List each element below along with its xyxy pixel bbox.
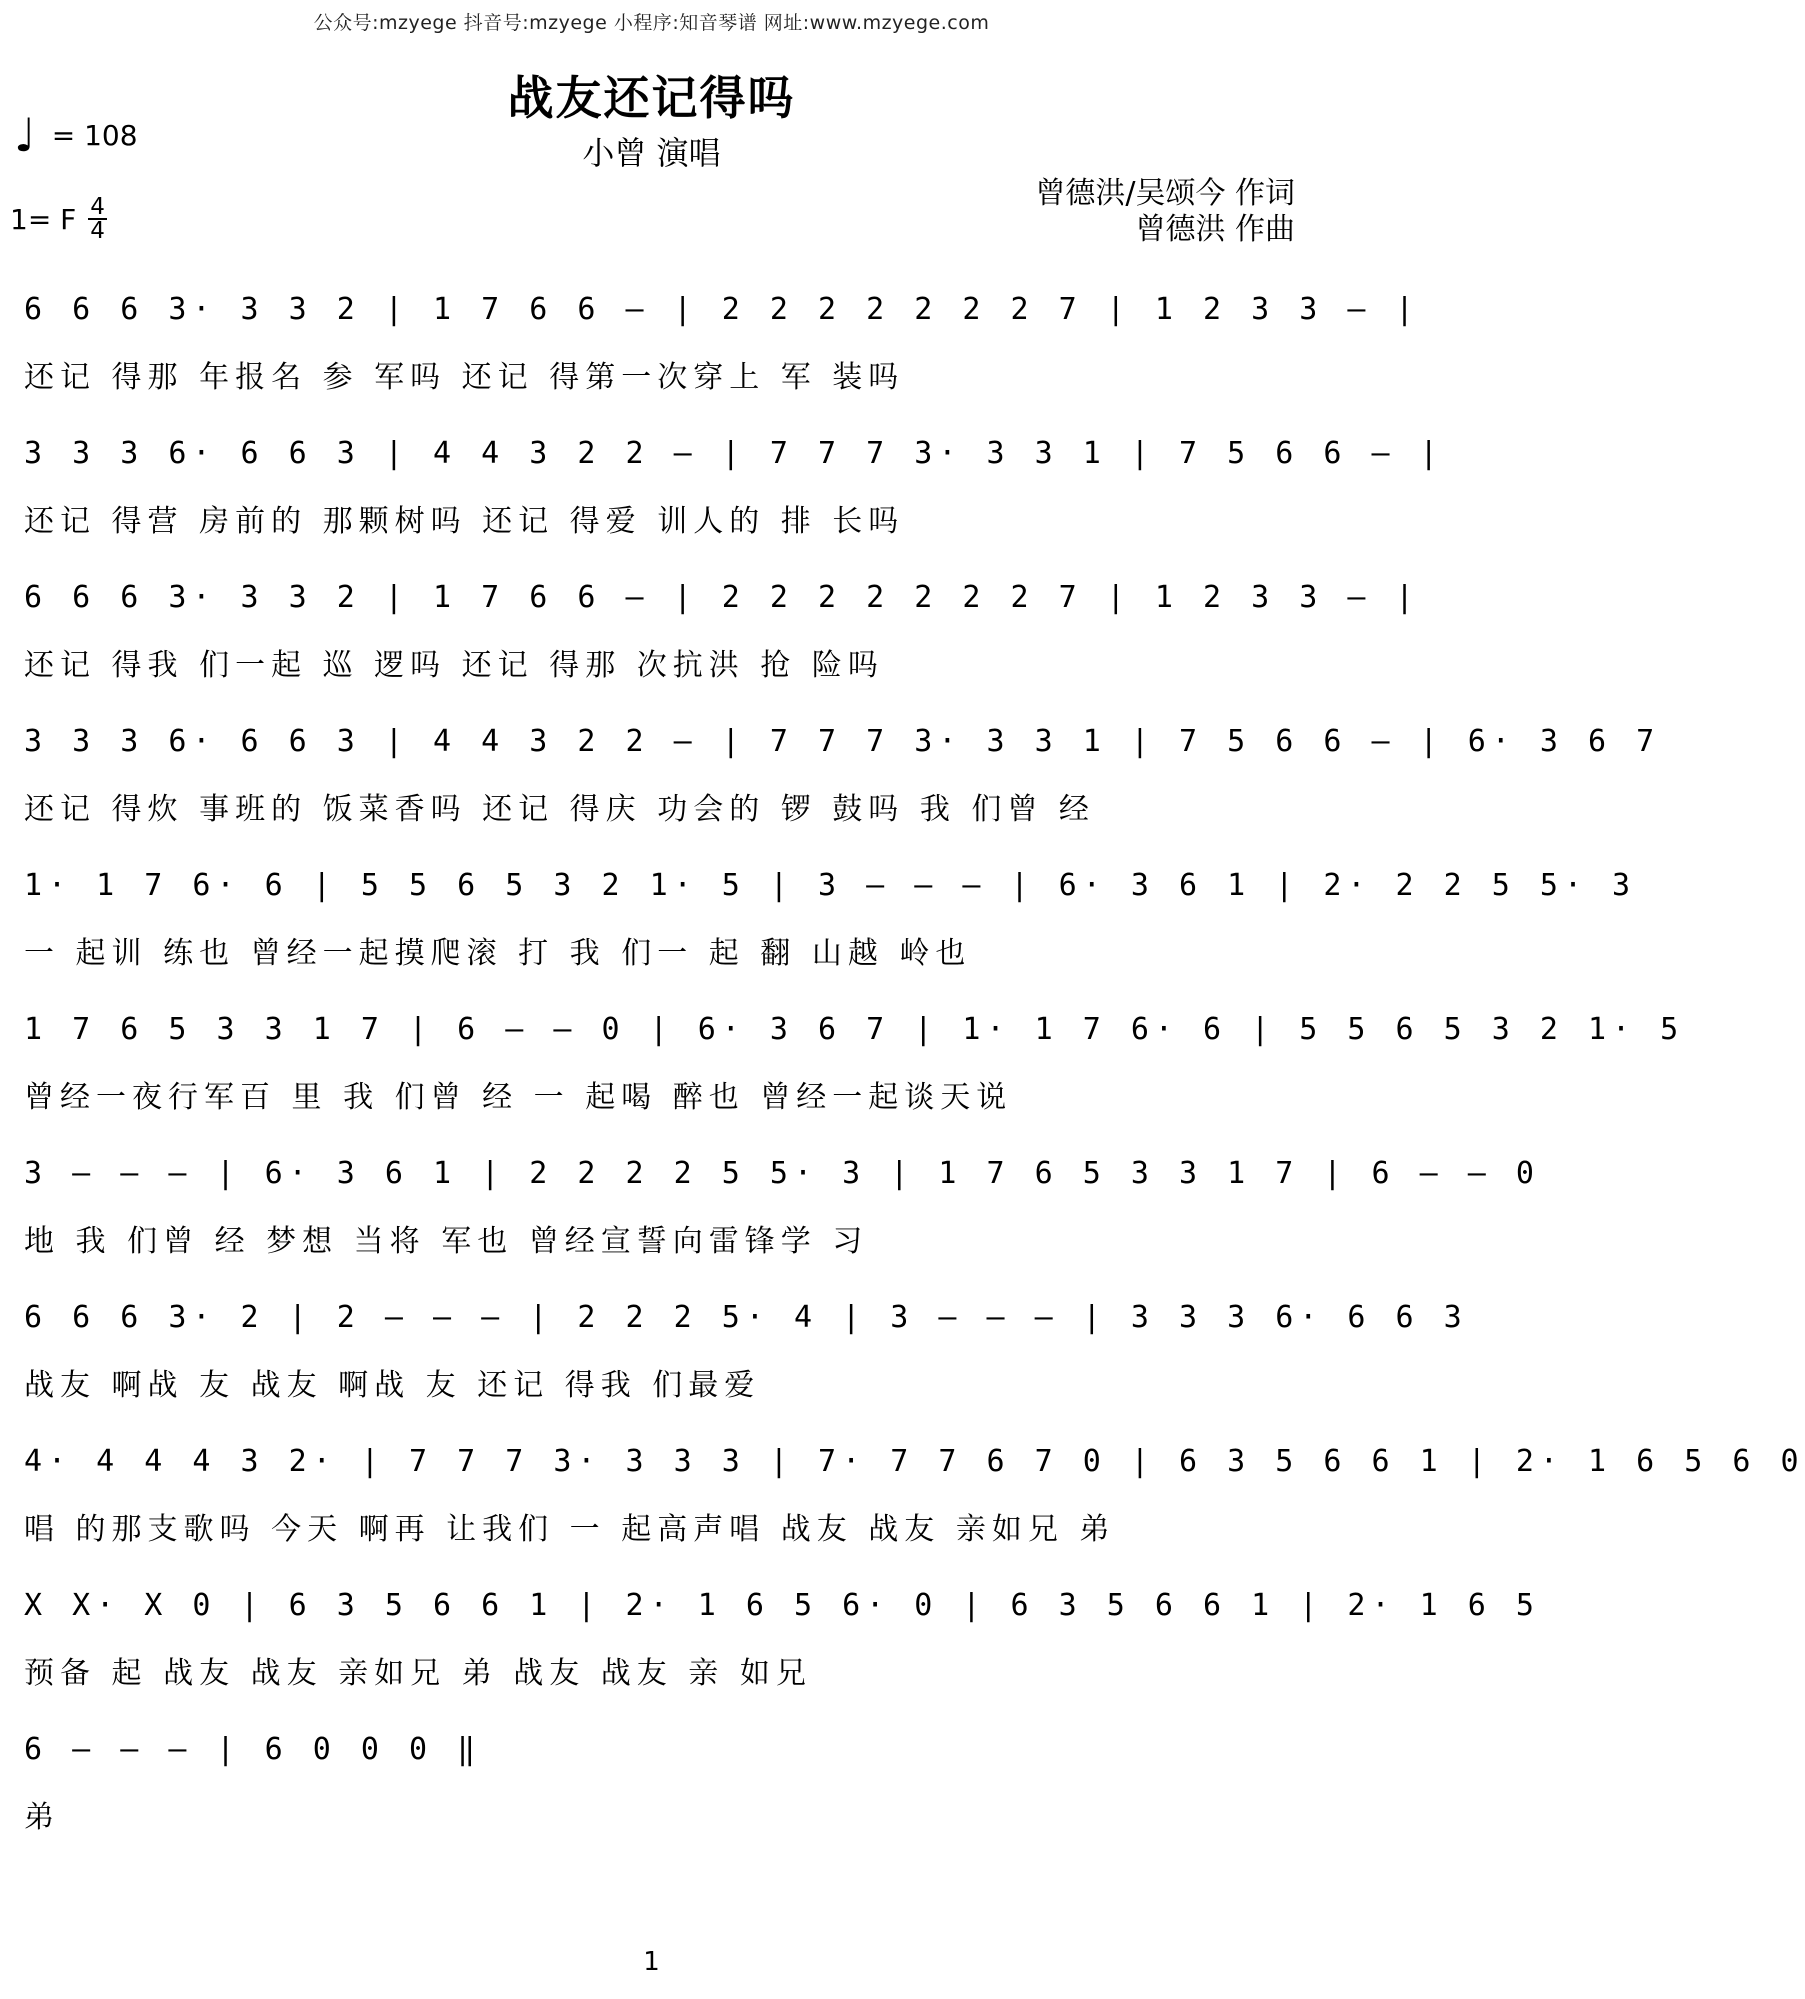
lyrics-line: 战友 啊战 友 战友 啊战 友 还记 得我 们最爱 <box>24 1368 761 1403</box>
lyrics-line: 预备 起 战友 战友 亲如兄 弟 战友 战友 亲 如兄 <box>24 1656 812 1691</box>
notation-line: 1 7 6 5 3 3 1 7 | 6 – – 0 | 6· 3 6 7 | 1· 1 7 6· 6 | 5 5 6 5 3 2 1· 5 <box>24 1012 1685 1047</box>
score-system <box>24 292 1420 396</box>
composer-credit: 曾德洪 作曲 <box>1135 212 1295 247</box>
score-system <box>24 868 1637 972</box>
score-system <box>24 1588 1540 1692</box>
tempo-value: = 108 <box>51 118 138 152</box>
key-label: 1= F <box>10 202 77 236</box>
source-header: 公众号:mzyege 抖音号:mzyege 小程序:知音琴谱 网址:www.mzyege.com <box>313 12 990 34</box>
score-system <box>24 580 1420 684</box>
notation-line: 6 – – – | 6 0 0 0 ‖ <box>24 1732 482 1767</box>
lyrics-line: 还记 得那 年报名 参 军吗 还记 得第一次穿上 军 装吗 <box>24 360 905 395</box>
quarter-note-icon: ♩ <box>14 108 36 162</box>
performer-line: 小曾 演唱 <box>582 134 721 172</box>
score-system <box>24 1300 1468 1404</box>
score-system <box>24 1444 1805 1548</box>
lyrics-line: 一 起训 练也 曾经一起摸爬滚 打 我 们一 起 翻 山越 岭也 <box>24 936 972 971</box>
song-title: 战友还记得吗 <box>507 71 796 125</box>
notation-line: 4· 4 4 4 3 2· | 7 7 7 3· 3 3 3 | 7· 7 7 6 7 0 | 6 3 5 6 6 1 | 2· 1 6 5 6 0 <box>24 1444 1805 1479</box>
score-system <box>24 1732 1290 1836</box>
lyrics-line: 弟 <box>24 1800 60 1835</box>
score-system <box>24 436 1444 540</box>
notation-line: 3 3 3 6· 6 6 3 | 4 4 3 2 2 – | 7 7 7 3· 3 3 1 | 7 5 6 6 – | <box>24 436 1444 471</box>
notation-line: 6 6 6 3· 2 | 2 – – – | 2 2 2 5· 4 | 3 – – – | 3 3 3 6· 6 6 3 <box>24 1300 1468 1335</box>
time-signature <box>88 196 107 242</box>
lyrics-line: 唱 的那支歌吗 今天 啊再 让我们 一 起高声唱 战友 战友 亲如兄 弟 <box>24 1512 1116 1547</box>
lyrics-line: 还记 得营 房前的 那颗树吗 还记 得爱 训人的 排 长吗 <box>24 504 905 539</box>
score-system <box>24 1156 1540 1260</box>
score-system <box>24 1012 1685 1116</box>
notation-line: 6 6 6 3· 3 3 2 | 1 7 6 6 – | 2 2 2 2 2 2 2 7 | 1 2 3 3 – | <box>24 292 1420 327</box>
notation-line: 1· 1 7 6· 6 | 5 5 6 5 3 2 1· 5 | 3 – – – | 6· 3 6 1 | 2· 2 2 5 5· 3 <box>24 868 1637 903</box>
notation-line: 3 3 3 6· 6 6 3 | 4 4 3 2 2 – | 7 7 7 3· 3 3 1 | 7 5 6 6 – | 6· 3 6 7 <box>24 724 1661 759</box>
key-signature <box>10 196 107 242</box>
notation-line: X X· X 0 | 6 3 5 6 6 1 | 2· 1 6 5 6· 0 | 6 3 5 6 6 1 | 2· 1 6 5 <box>24 1588 1540 1623</box>
score-system <box>24 724 1661 828</box>
meter-top: 4 <box>90 194 105 220</box>
credits <box>1035 176 1295 248</box>
lyrics-line: 曾经一夜行军百 里 我 们曾 经 一 起喝 醉也 曾经一起谈天说 <box>24 1080 1013 1115</box>
tempo-marking <box>14 108 138 162</box>
lyrics-line: 还记 得炊 事班的 饭菜香吗 还记 得庆 功会的 锣 鼓吗 我 们曾 经 <box>24 792 1095 827</box>
meter-bottom: 4 <box>90 218 105 244</box>
notation-line: 6 6 6 3· 3 3 2 | 1 7 6 6 – | 2 2 2 2 2 2 2 7 | 1 2 3 3 – | <box>24 580 1420 615</box>
lyricist-credit: 曾德洪/吴颂今 作词 <box>1035 176 1295 211</box>
lyrics-line: 还记 得我 们一起 巡 逻吗 还记 得那 次抗洪 抢 险吗 <box>24 648 884 683</box>
notation-line: 3 – – – | 6· 3 6 1 | 2 2 2 2 5 5· 3 | 1 7 6 5 3 3 1 7 | 6 – – 0 <box>24 1156 1540 1191</box>
lyrics-line: 地 我 们曾 经 梦想 当将 军也 曾经宣誓向雷锋学 习 <box>24 1224 869 1259</box>
page-number: 1 <box>643 1947 660 1977</box>
